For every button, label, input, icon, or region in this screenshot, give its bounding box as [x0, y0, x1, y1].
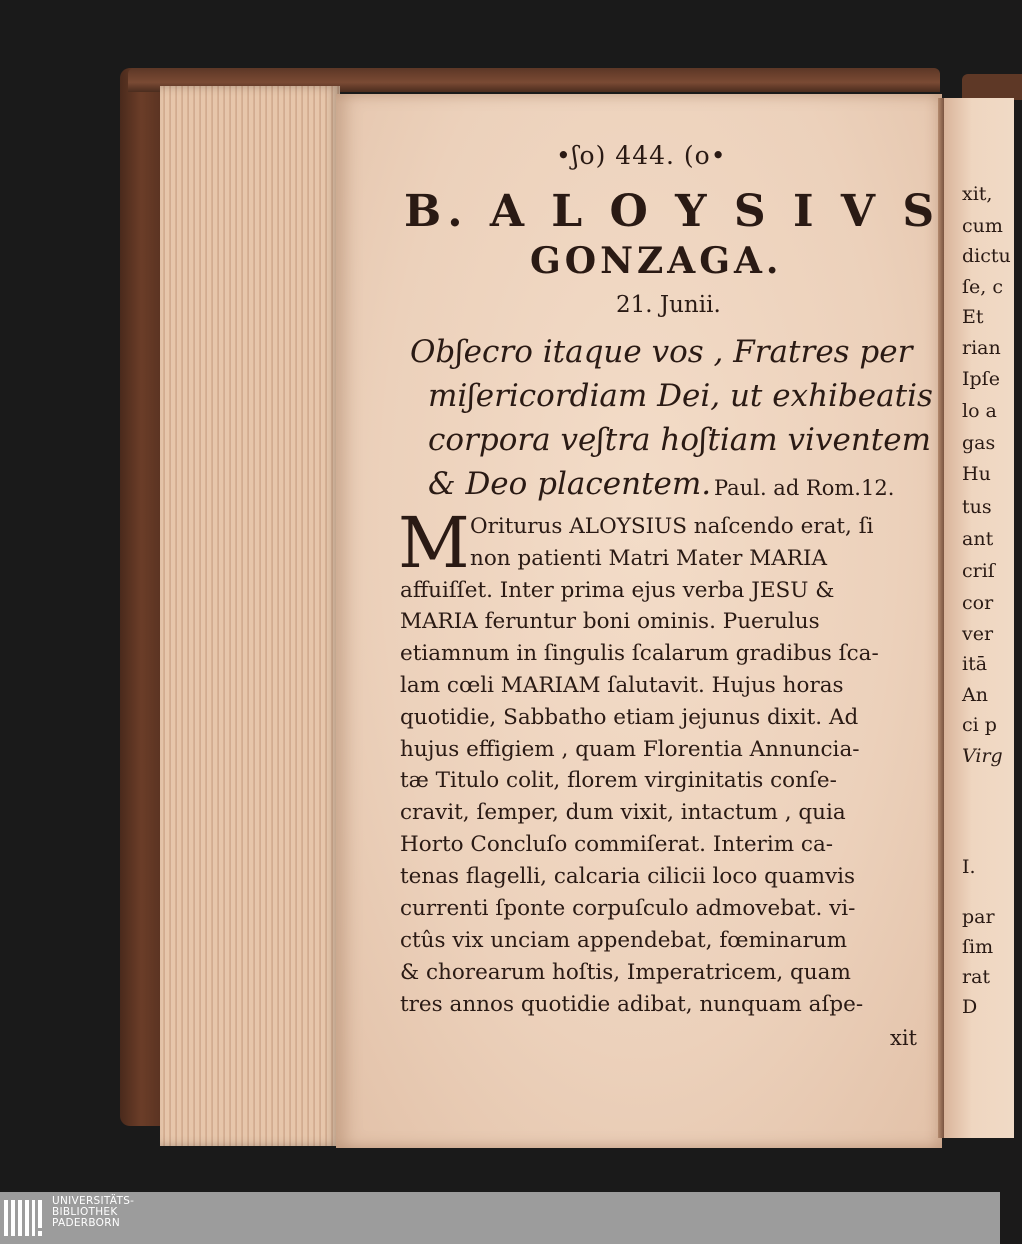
body-line: Horto Concluſo commiſerat. Interim ca-: [400, 832, 834, 857]
page-edges: [160, 86, 340, 1146]
verse-line: miʃericordiam Dei, ut exhibeatis: [428, 378, 933, 414]
next-page-fragment: lo a: [962, 400, 997, 422]
feast-date: 21. Junii.: [616, 292, 721, 318]
next-page-fragment: ver: [962, 623, 994, 645]
next-page-fragment: Et: [962, 306, 984, 328]
next-page-fragment: ſim: [962, 936, 994, 958]
next-page-fragment: Hu: [962, 463, 991, 485]
next-page-fragment: gas: [962, 432, 996, 454]
body-line: quotidie, Sabbatho etiam jejunus dixit. Ad: [400, 705, 859, 730]
body-line: tenas flagelli, calcaria cilicii loco quamvis: [400, 864, 856, 889]
verse-citation: Paul. ad Rom.12.: [714, 476, 895, 500]
next-page-fragment: ſe, c: [962, 276, 1003, 298]
next-page-fragment: rian: [962, 337, 1001, 359]
next-page-fragment: dictu: [962, 245, 1011, 267]
next-page-fragment: cor: [962, 592, 994, 614]
library-name-line: UNIVERSITÄTS-: [52, 1195, 135, 1207]
body-line: lam cœli MARIAM ſalutavit. Hujus horas: [400, 673, 844, 698]
verse-line: Obʃecro itaque vos , Fratres per: [410, 334, 913, 370]
next-page-fragment: rat: [962, 966, 991, 988]
body-line: etiamnum in ſingulis ſcalarum gradibus ſca-: [400, 641, 879, 666]
footer-bar: [0, 1192, 1000, 1244]
next-page-fragment: itā: [962, 653, 988, 675]
body-line: affuiſſet. Inter prima ejus verba JESU &: [400, 578, 835, 603]
drop-cap: M: [398, 502, 470, 584]
verse-line: & Deo placentem.: [428, 466, 712, 502]
next-page-fragment: An: [962, 684, 988, 706]
next-page-fragment: I.: [962, 856, 976, 878]
next-page-fragment: Virg: [962, 745, 1003, 767]
library-name-line: BIBLIOTHEK: [52, 1206, 118, 1218]
next-page-fragment: cum: [962, 215, 1003, 237]
next-page-fragment: xit,: [962, 183, 993, 205]
next-page-fragment: ci p: [962, 714, 997, 736]
body-line: MARIA feruntur boni ominis. Puerulus: [400, 609, 820, 634]
next-page-fragment: ant: [962, 528, 994, 550]
catchword: xit: [890, 1026, 917, 1050]
body-line: & chorearum hoſtis, Imperatricem, quam: [400, 960, 851, 985]
next-page-fragment: par: [962, 906, 995, 928]
next-page-fragment: D: [962, 996, 978, 1018]
verse-line: corpora veʃtra hoʃtiam viventem: [428, 422, 931, 458]
next-page-cover: [962, 74, 1022, 100]
body-line: currenti ſponte corpuſculo admovebat. vi-: [400, 896, 856, 921]
page-title: B. A L O Y S I V S: [404, 186, 941, 237]
page-number: •ʃo) 444. (o•: [556, 141, 727, 170]
library-name-line: PADERBORN: [52, 1217, 120, 1229]
next-page-fragment: tus: [962, 496, 992, 518]
page-subtitle: GONZAGA.: [530, 240, 783, 282]
body-line: ctûs vix unciam appendebat, fœminarum: [400, 928, 847, 953]
body-line: tæ Titulo colit, florem virginitatis conſe-: [400, 768, 837, 793]
body-line: non patienti Matri Mater MARIA: [470, 546, 828, 571]
body-line: cravit, ſemper, dum vixit, intactum , quia: [400, 800, 846, 825]
body-line: tres annos quotidie adibat, nunquam aſpe-: [400, 992, 864, 1017]
library-logo-icon: [4, 1196, 48, 1240]
body-line: Oriturus ALOYSIUS naſcendo erat, ſi: [470, 514, 874, 539]
next-page-fragment: Ipſe: [962, 368, 1000, 390]
body-line: hujus effigiem , quam Florentia Annuncia-: [400, 737, 860, 762]
next-page-fragment: criſ: [962, 560, 995, 582]
